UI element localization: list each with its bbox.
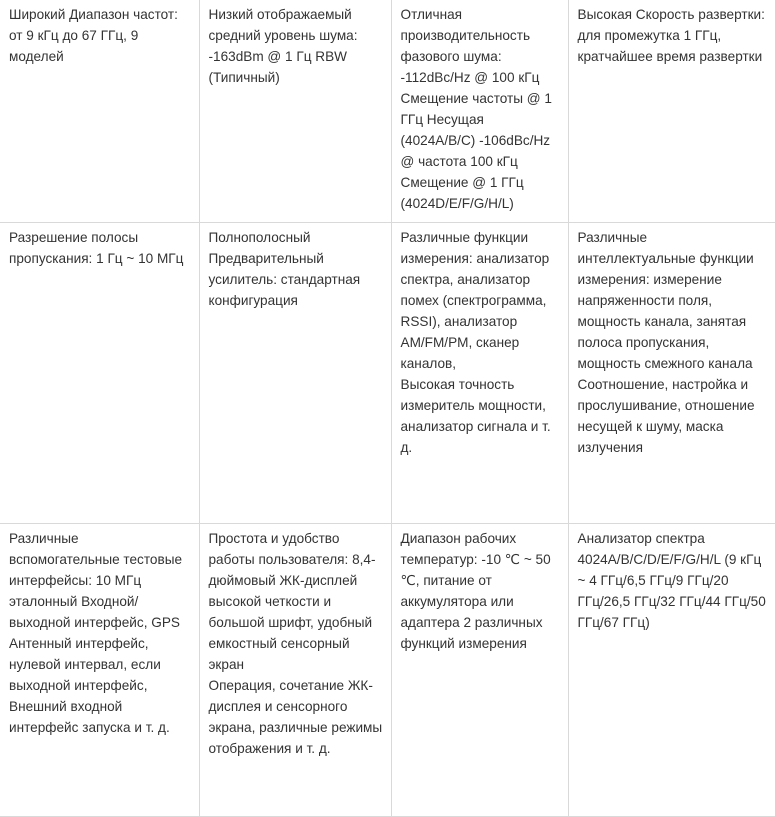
table-row (0, 0, 775, 223)
table-cell: Различные интеллектуальные функции измерения: измерение напряженности поля, мощность канала, занятая полоса пропускания, мощность смежного канала Соотношение, настройка и прослушивание, отношение несущей к шуму, маска излучения (568, 223, 775, 524)
table-cell: Различные функции измерения: анализатор спектра, анализатор помех (спектрограмма, RSSI), анализатор AM/FM/PM, сканер каналов, Высокая точность измеритель мощности, анализатор сигнала и т. д. (391, 223, 568, 524)
table-cell: Анализатор спектра 4024A/B/C/D/E/F/G/H/L (9 кГц ~ 4 ГГц/6,5 ГГц/9 ГГц/20 ГГц/26,5 ГГц/32 ГГц/44 ГГц/50 ГГц/67 ГГц) (568, 524, 775, 817)
table-cell: Различные вспомогательные тестовые интерфейсы: 10 МГц эталонный Входной/выходной интерфейс, GPS Антенный интерфейс, нулевой интервал, если выходной интерфейс, Внешний входной интерфейс запуска и т. д. (0, 524, 199, 817)
table-cell: Низкий отображаемый средний уровень шума: -163dBm @ 1 Гц RBW (Типичный) (199, 0, 391, 223)
table-cell: Полнополосный Предварительный усилитель: стандартная конфигурация (199, 223, 391, 524)
table-row (0, 524, 775, 817)
table-cell: Широкий Диапазон частот: от 9 кГц до 67 ГГц, 9 моделей (0, 0, 199, 223)
table-cell: Диапазон рабочих температур: -10 ℃ ~ 50 ℃, питание от аккумулятора или адаптера 2 различных функций измерения (391, 524, 568, 817)
table-row (0, 223, 775, 524)
table-cell: Отличная производительность фазового шума: -112dBc/Hz @ 100 кГц Смещение частоты @ 1 ГГц Несущая (4024A/B/C) -106dBc/Hz @ частота 100 кГц Смещение @ 1 ГГц (4024D/E/F/G/H/L) (391, 0, 568, 223)
table-cell: Высокая Скорость развертки: для промежутка 1 ГГц, кратчайшее время развертки (568, 0, 775, 223)
table-cell: Разрешение полосы пропускания: 1 Гц ~ 10 МГц (0, 223, 199, 524)
table-cell: Простота и удобство работы пользователя: 8,4-дюймовый ЖК-дисплей высокой четкости и большой шрифт, удобный емкостный сенсорный экран Операция, сочетание ЖК-дисплея и сенсорного экрана, различные режимы отображения и т. д. (199, 524, 391, 817)
